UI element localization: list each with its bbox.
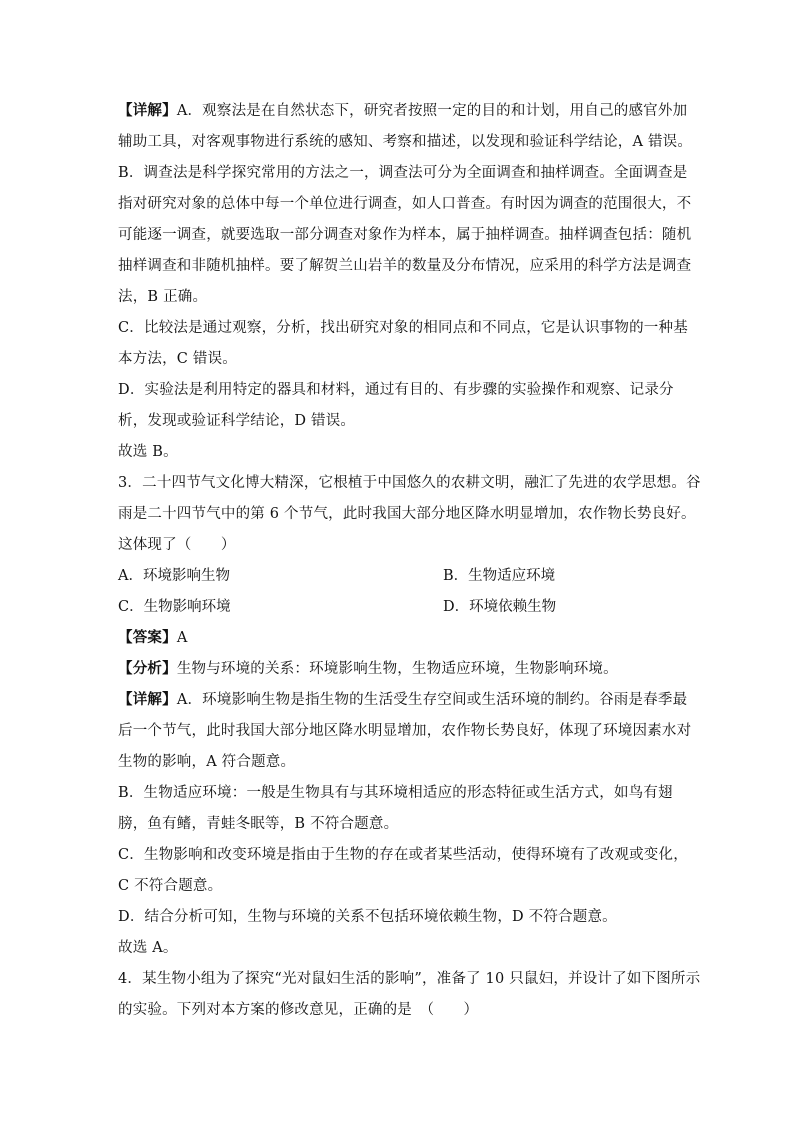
option-c: C．生物影响环境 — [118, 599, 231, 615]
detail-line: 指对研究对象的总体中每一个单位进行调查，如人口普查。有时因为调查的范围很大，不 — [118, 196, 692, 212]
question-3-text: 3．二十四节气文化博大精深，它根植于中国悠久的农耕文明，融汇了先进的农学思想。谷 — [118, 475, 701, 491]
detail-line: B．生物适应环境：一般是生物具有与其环境相适应的形态特征或生活方式，如鸟有翅 — [118, 785, 673, 801]
question-4-text: 的实验。下列对本方案的修改意见，正确的是 （ ） — [118, 1002, 479, 1018]
detail-line: 【详解】A．环境影响生物是指生物的生活受生存空间或生活环境的制约。谷雨是春季最 — [118, 691, 688, 708]
analysis-label: 【分析】 — [118, 660, 177, 677]
option-a: A．环境影响生物 — [118, 568, 230, 584]
answer-line — [118, 628, 678, 648]
detail-line: 后一个节气，此时我国大部分地区降水明显增加，农作物长势良好，体现了环境因素水对 — [118, 723, 692, 739]
detail-label: 【详解】 — [118, 691, 177, 708]
detail-line: 抽样调查和非随机抽样。要了解贺兰山岩羊的数量及分布情况，应采用的科学方法是调查 — [118, 258, 692, 274]
detail-line: 法，B 正确。 — [118, 289, 208, 305]
detail-line: 膀，鱼有鳍，青蛙冬眠等，B 不符合题意。 — [118, 816, 399, 832]
detail-line: C 不符合题意。 — [118, 878, 223, 894]
detail-line: B．调查法是科学探究常用的方法之一，调查法可分为全面调查和抽样调查。全面调查是 — [118, 165, 688, 181]
option-b: B．生物适应环境 — [443, 568, 556, 584]
question-3-text: 雨是二十四节气中的第 6 个节气，此时我国大部分地区降水明显增加，农作物长势良好。 — [118, 506, 696, 522]
conclusion-line: 故选 A。 — [118, 940, 178, 956]
detail-line: 析，发现或验证科学结论，D 错误。 — [118, 413, 356, 429]
analysis-line: 【分析】生物与环境的关系：环境影响生物，生物适应环境，生物影响环境。 — [118, 660, 618, 677]
detail-line: 辅助工具，对客观事物进行系统的感知、考察和描述，以发现和验证科学结论，A 错误。 — [118, 134, 693, 150]
question-4-text: 4．某生物小组为了探究“光对鼠妇生活的影响”，准备了 10 只鼠妇，并设计了如下图所示 — [118, 971, 701, 987]
detail-line: C．比较法是通过观察，分析，找出研究对象的相同点和不同点，它是认识事物的一种基 — [118, 320, 688, 336]
detail-line: 可能逐一调查，就要选取一部分调查对象作为样本，属于抽样调查。抽样调查包括：随机 — [118, 227, 692, 243]
detail-line: 本方法，C 错误。 — [118, 351, 238, 367]
option-d: D．环境依赖生物 — [443, 599, 557, 615]
detail-line: D．实验法是利用特定的器具和材料，通过有目的、有步骤的实验操作和观察、记录分 — [118, 382, 674, 398]
detail-line: 生物的影响，A 符合题意。 — [118, 754, 296, 770]
answer-value: A — [176, 630, 188, 646]
detail-line: 【详解】A．观察法是在自然状态下，研究者按照一定的目的和计划，用自己的感官外加 — [118, 102, 688, 119]
detail-line: D．结合分析可知，生物与环境的关系不包括环境依赖生物，D 不符合题意。 — [118, 909, 617, 925]
detail-line: C．生物影响和改变环境是指由于生物的存在或者某些活动，使得环境有了改观或变化， — [118, 847, 688, 863]
detail-label: 【详解】 — [118, 102, 177, 119]
conclusion-line: 故选 B。 — [118, 444, 178, 460]
question-3-text: 这体现了（ ） — [118, 537, 236, 553]
answer-label: 【答案】 — [118, 629, 177, 646]
